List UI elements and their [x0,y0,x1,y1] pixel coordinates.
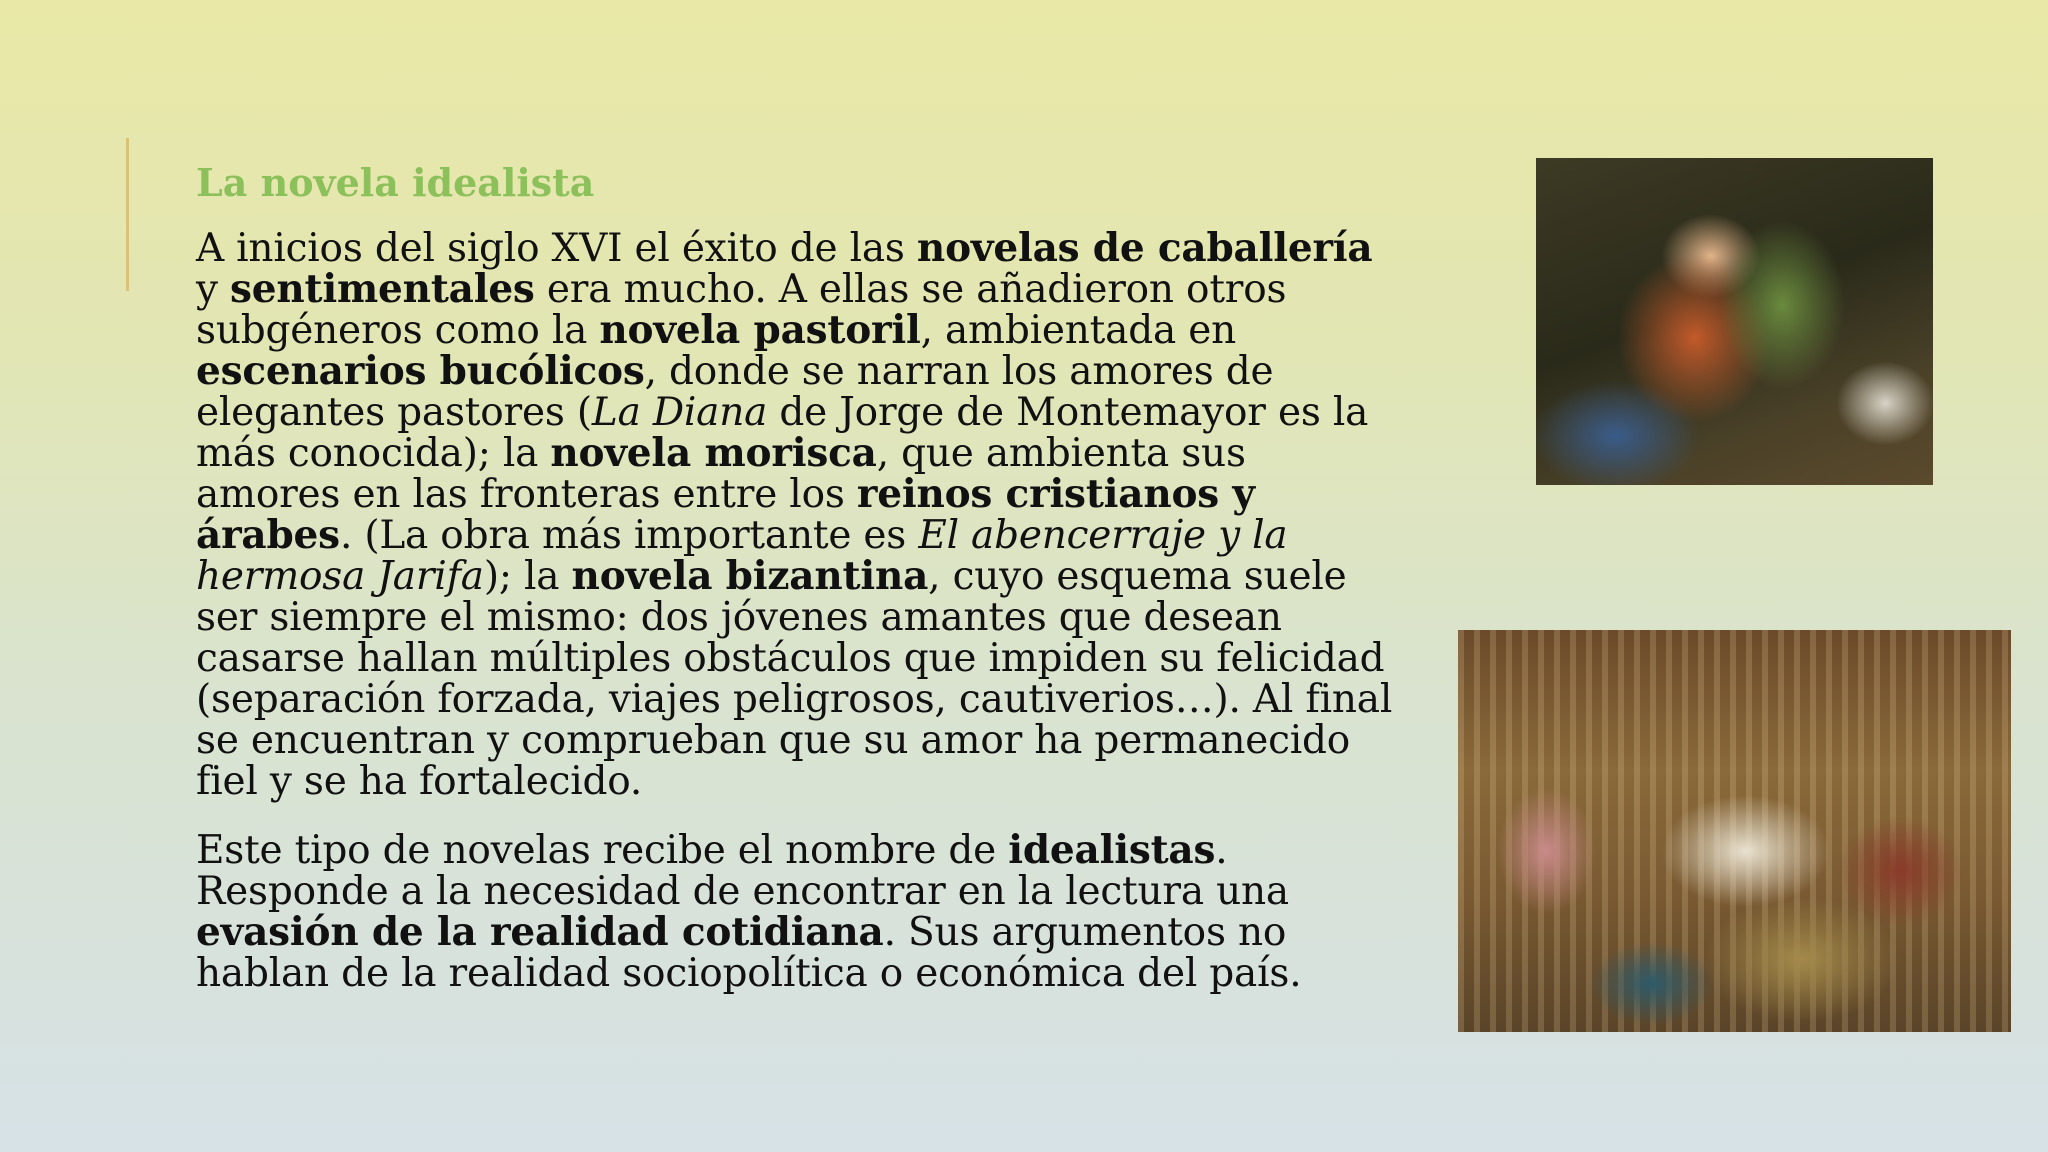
bold-term: sentimentales [230,266,535,312]
text-run: era mucho. A ellas se añadieron otros subgéneros como la [196,267,1287,353]
bold-term: novela bizantina [571,553,929,599]
title-accent-bar [126,138,129,291]
body-paragraph-1 [196,225,1396,804]
text-run: , que ambienta sus amores en las fronteras entre los [196,431,1246,517]
bold-term: idealistas [1008,827,1216,873]
text-run: . Responde a la necesidad de encontrar en la lectura una [196,828,1289,914]
bold-term: reinos cristianos y árabes [196,471,1255,558]
text-run: y [196,267,231,312]
text-run: ); la [483,554,572,599]
slide-title: La novela idealista [196,160,595,205]
text-run: Este tipo de novelas recibe el nombre de [196,828,1009,873]
work-title: El abencerraje y la hermosa Jarifa [196,513,1288,599]
text-run: , donde se narran los amores de elegantes pastores ( [196,349,1274,435]
bold-term: escenarios bucólicos [196,348,645,394]
text-run: , cuyo esquema suele ser siempre el mismo: dos jóvenes amantes que desean casarse hallan múltiples obstáculos que impiden su felicidad (separación forzada, viajes peligrosos, cautiverios…). Al final se encuentran y comprueban que su amor ha permanecido fiel y se ha fortalecido. [196,554,1393,804]
bold-term: novela pastoril [599,307,921,353]
bold-term: evasión de la realidad cotidiana [196,909,884,955]
text-run: . (La obra más importante es [339,513,919,558]
text-run: A inicios del siglo XVI el éxito de las [196,226,917,271]
moorish-interior-painting [1458,630,2011,1032]
slide-content [196,160,1396,994]
body-paragraph-2 [196,827,1396,996]
text-run: , ambientada en [920,308,1237,353]
pastoral-couple-painting [1536,158,1933,485]
text-run: . Sus argumentos no hablan de la realidad sociopolítica o económica del país. [196,910,1302,996]
text-run: de Jorge de Montemayor es la más conocida); la [196,390,1369,476]
bold-term: novela morisca [550,430,877,476]
work-title: La Diana [591,390,768,435]
bold-term: novelas de caballería [916,225,1373,271]
